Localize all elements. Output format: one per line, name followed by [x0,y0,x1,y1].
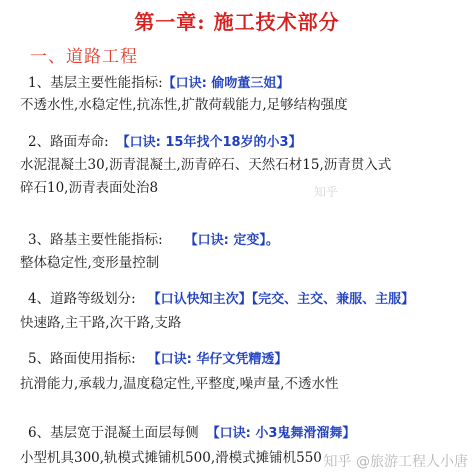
item-3-heading [28,231,279,250]
item-5-label: 5、路面使用指标: [28,351,136,367]
item-6-body-line: 小型机具300,轨模式摊铺机500,滑模式摊铺机550 [20,450,322,466]
watermark-small: 知乎 [314,185,339,199]
chapter-title: 第一章: 施工技术部分 [134,10,340,34]
item-1-mnemonic: 【口诀: 偷吻董三姐】 [162,76,290,91]
item-1-heading [28,74,289,93]
item-2-label: 2、路面寿命: [28,134,109,150]
item-5-heading [28,350,287,369]
watermark: 知乎 @旅游工程人小唐 [323,454,468,470]
item-3-label: 3、路基主要性能指标: [28,232,163,248]
item-4-heading [28,290,414,309]
item-6-mnemonic: 【口诀: 小3鬼舞滑溜舞】 [206,426,356,441]
item-6-heading [28,424,355,443]
item-2-mnemonic: 【口诀: 15年找个18岁的小3】 [116,135,302,150]
item-5-body-line: 抗滑能力,承载力,温度稳定性,平整度,噪声量,不透水性 [20,376,339,392]
item-1-body-line: 不透水性,水稳定性,抗冻性,扩散荷载能力,足够结构强度 [20,97,348,113]
item-1-label: 1、基层主要性能指标: [28,75,163,91]
item-2-body-line-2: 碎石10,沥青表面处治8 [20,180,159,196]
item-5-mnemonic: 【口诀: 华仔文凭糟透】 [147,352,288,367]
item-4-label: 4、道路等级划分: [28,291,136,307]
item-2-body-line-1: 水泥混凝土30,沥青混凝土,沥青碎石、天然石材15,沥青贯入式 [20,157,392,173]
item-3-body-line: 整体稳定性,变形量控制 [20,255,160,271]
item-3-mnemonic: 【口诀: 定变】。 [184,233,279,248]
item-4-mnemonic: 【口认快知主次】【完交、主交、兼服、主服】 [147,292,415,307]
item-4-body-line: 快速路,主干路,次干路,支路 [20,315,182,331]
item-6-label: 6、基层宽于混凝土面层每侧 [28,425,199,441]
item-2-heading [28,133,302,152]
section-title: 一、道路工程 [30,47,138,67]
